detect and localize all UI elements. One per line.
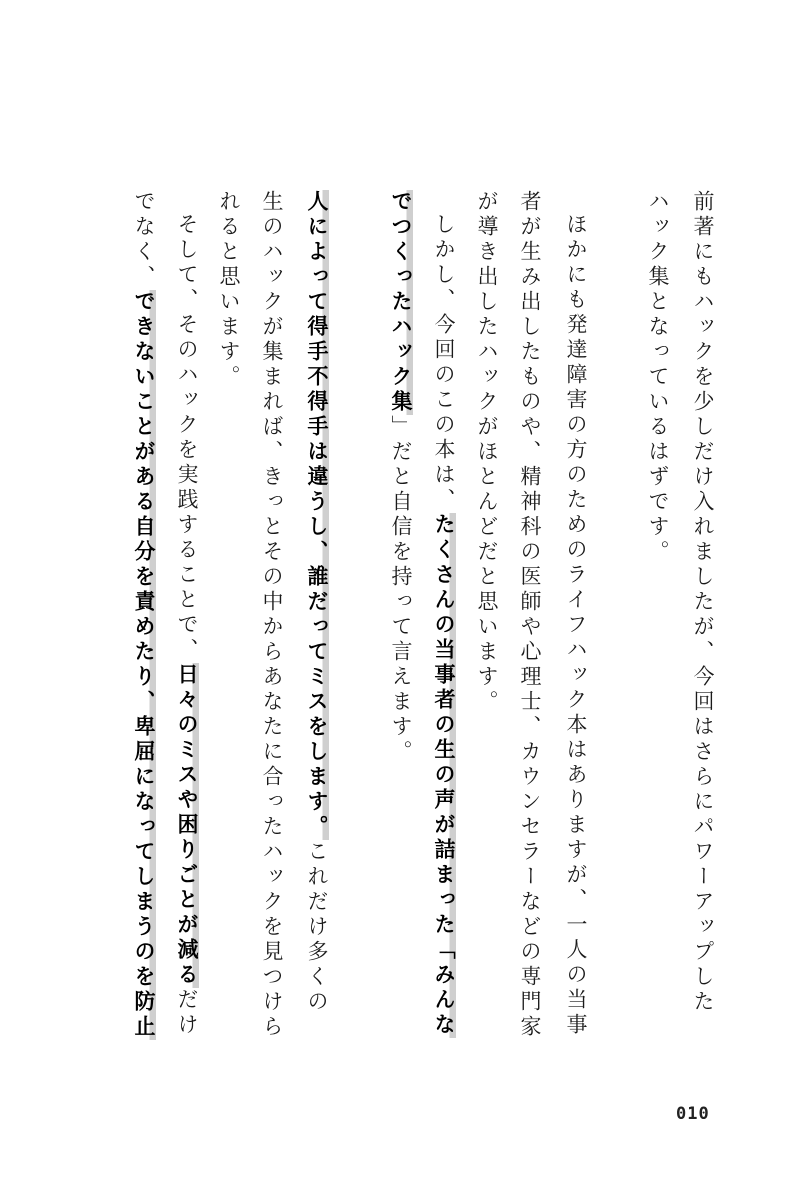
body-text: しかし、今回のこの本は、 [432,213,456,513]
body-text: 前著にもハックを少しだけ入れましたが、今回はさらにパワーアップした [691,190,715,1015]
text-line-3 [564,213,588,1038]
highlighted-text: でつくったハック集 [389,190,413,415]
text-line-10 [218,190,239,950]
page-number: 010 [676,1104,710,1124]
body-text: 」だと自信を持って言えます。 [389,415,413,765]
text-line-12 [132,190,156,1040]
body-text: 生のハックが集まれば、きっとその中からあなたに合ったハックを見つけら [260,190,284,1040]
body-text: これだけ多くの [305,840,329,1015]
body-text: ほかにも発達障害の方のためのライフハック本はありますが、一人の当事 [564,213,588,1038]
text-line-8 [305,190,329,1015]
body-text: そして、そのハックを実践することで、 [175,213,199,663]
text-line-6 [432,213,456,1038]
text-line-7 [390,190,411,950]
text-line-11 [175,213,199,1038]
text-line-9 [260,190,284,1040]
body-text: れると思います。 [217,190,241,390]
text-line-2 [647,190,668,950]
text-line-1 [691,190,715,1015]
body-text: 者が生み出したものや、精神科の医師や心理士、カウンセラーなどの専門家 [518,190,542,1040]
body-text: だけ [175,988,199,1038]
highlighted-text: 人によって得手不得手は違うし、誰だってミスをします。 [305,190,329,840]
text-line-4 [518,190,542,1040]
highlighted-text: できないことがある自分を責めたり、卑屈になってしまうのを防止 [132,290,156,1040]
body-text: でなく、 [132,190,156,290]
text-line-5 [476,190,497,950]
highlighted-text: たくさんの当事者の生の声が詰まった「みんな [432,513,456,1038]
body-text: が導き出したハックがほとんどだと思います。 [475,190,499,715]
highlighted-text: 日々のミスや困りごとが減る [175,663,199,988]
body-text: ハック集となっているはずです。 [646,190,670,565]
